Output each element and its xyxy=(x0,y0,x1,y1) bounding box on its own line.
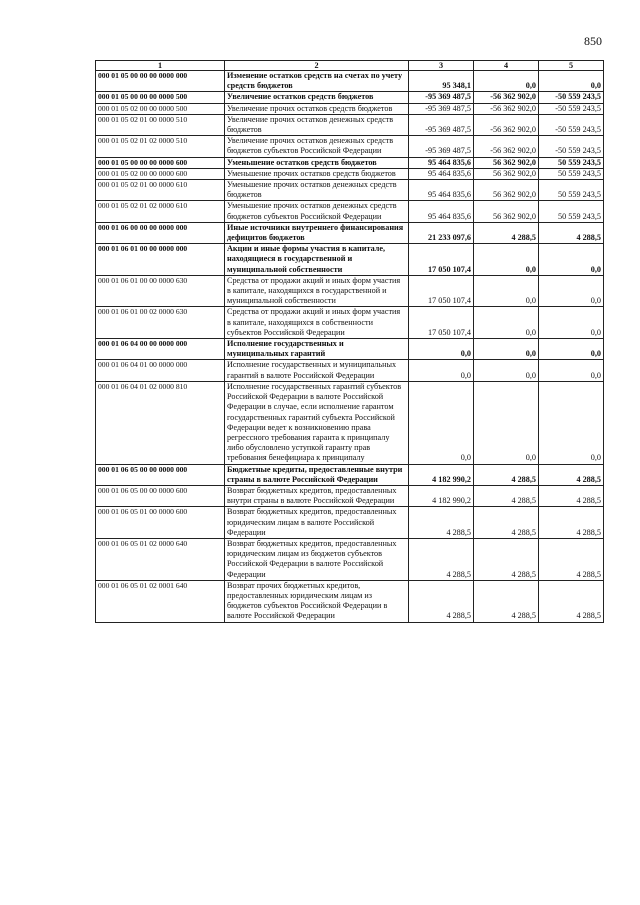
value-cell: 17 050 107,4 xyxy=(409,307,474,339)
code-cell: 000 01 05 00 00 00 0000 000 xyxy=(96,71,225,92)
value-cell: -50 559 243,5 xyxy=(539,114,604,135)
value-cell: 17 050 107,4 xyxy=(409,244,474,276)
value-cell: -95 369 487,5 xyxy=(409,103,474,114)
value-cell: -95 369 487,5 xyxy=(409,114,474,135)
value-cell: 4 288,5 xyxy=(539,507,604,539)
value-cell: 0,0 xyxy=(539,244,604,276)
value-cell: 0,0 xyxy=(539,71,604,92)
value-cell: 4 288,5 xyxy=(474,580,539,622)
code-cell: 000 01 06 05 01 02 0001 640 xyxy=(96,580,225,622)
table-row xyxy=(96,103,604,114)
value-cell: -56 362 902,0 xyxy=(474,114,539,135)
column-header: 1 xyxy=(96,61,225,71)
value-cell: -56 362 902,0 xyxy=(474,103,539,114)
value-cell: 50 559 243,5 xyxy=(539,180,604,201)
value-cell: 95 348,1 xyxy=(409,71,474,92)
value-cell: 95 464 835,6 xyxy=(409,180,474,201)
name-cell: Акции и иные формы участия в капитале, находящиеся в государственной и муниципальной собственности xyxy=(225,244,409,276)
value-cell: 4 288,5 xyxy=(539,580,604,622)
table-row xyxy=(96,222,604,243)
code-cell: 000 01 06 01 00 00 0000 000 xyxy=(96,244,225,276)
value-cell: 0,0 xyxy=(474,339,539,360)
value-cell: 4 288,5 xyxy=(409,580,474,622)
value-cell: 50 559 243,5 xyxy=(539,201,604,222)
code-cell: 000 01 06 00 00 00 0000 000 xyxy=(96,222,225,243)
value-cell: 0,0 xyxy=(539,275,604,307)
value-cell: 4 288,5 xyxy=(474,507,539,539)
table-row xyxy=(96,538,604,580)
value-cell: 0,0 xyxy=(409,381,474,464)
name-cell: Уменьшение прочих остатков денежных средств бюджетов xyxy=(225,180,409,201)
table-row xyxy=(96,307,604,339)
value-cell: -95 369 487,5 xyxy=(409,92,474,103)
name-cell: Уменьшение прочих остатков денежных средств бюджетов субъектов Российской Федерации xyxy=(225,201,409,222)
column-header: 2 xyxy=(225,61,409,71)
code-cell: 000 01 06 05 00 00 0000 600 xyxy=(96,485,225,506)
value-cell: 4 288,5 xyxy=(539,464,604,485)
table-row xyxy=(96,168,604,179)
code-cell: 000 01 05 02 01 02 0000 510 xyxy=(96,136,225,157)
code-cell: 000 01 06 01 00 00 0000 630 xyxy=(96,275,225,307)
code-cell: 000 01 05 02 00 00 0000 500 xyxy=(96,103,225,114)
table-row xyxy=(96,136,604,157)
name-cell: Исполнение государственных гарантий субъектов Российской Федерации в валюте Российской Федерации в случае, если исполнение гарантом государственных гарантий субъекта Российской Федерации ведет к возникновению права регрессного требования гаранта к принципалу либо обусловлено уступкой гаранту прав требования бенефициара к принципалу xyxy=(225,381,409,464)
name-cell: Возврат бюджетных кредитов, предоставленных юридическим лицам из бюджетов субъектов Российской Федерации в валюте Российской Федерации xyxy=(225,538,409,580)
value-cell: 4 288,5 xyxy=(539,538,604,580)
value-cell: 0,0 xyxy=(474,71,539,92)
code-cell: 000 01 05 02 01 00 0000 610 xyxy=(96,180,225,201)
name-cell: Исполнение государственных и муниципальных гарантий в валюте Российской Федерации xyxy=(225,360,409,381)
name-cell: Исполнение государственных и муниципальных гарантий xyxy=(225,339,409,360)
table-row xyxy=(96,464,604,485)
value-cell: 50 559 243,5 xyxy=(539,157,604,168)
table-row xyxy=(96,157,604,168)
value-cell: -50 559 243,5 xyxy=(539,136,604,157)
value-cell: 4 288,5 xyxy=(539,485,604,506)
value-cell: 56 362 902,0 xyxy=(474,157,539,168)
value-cell: 0,0 xyxy=(409,339,474,360)
value-cell: 4 288,5 xyxy=(474,485,539,506)
name-cell: Увеличение прочих остатков средств бюджетов xyxy=(225,103,409,114)
value-cell: 4 288,5 xyxy=(474,222,539,243)
table-header-row xyxy=(96,61,604,71)
code-cell: 000 01 05 02 00 00 0000 600 xyxy=(96,168,225,179)
code-cell: 000 01 05 00 00 00 0000 500 xyxy=(96,92,225,103)
value-cell: -56 362 902,0 xyxy=(474,136,539,157)
code-cell: 000 01 06 04 00 00 0000 000 xyxy=(96,339,225,360)
table-row xyxy=(96,244,604,276)
code-cell: 000 01 06 01 00 02 0000 630 xyxy=(96,307,225,339)
code-cell: 000 01 05 02 01 00 0000 510 xyxy=(96,114,225,135)
name-cell: Иные источники внутреннего финансирования дефицитов бюджетов xyxy=(225,222,409,243)
value-cell: -50 559 243,5 xyxy=(539,92,604,103)
value-cell: 0,0 xyxy=(409,360,474,381)
code-cell: 000 01 05 02 01 02 0000 610 xyxy=(96,201,225,222)
column-header: 5 xyxy=(539,61,604,71)
value-cell: 95 464 835,6 xyxy=(409,157,474,168)
value-cell: 0,0 xyxy=(474,360,539,381)
table-row xyxy=(96,180,604,201)
value-cell: -50 559 243,5 xyxy=(539,103,604,114)
value-cell: 0,0 xyxy=(474,381,539,464)
column-header: 4 xyxy=(474,61,539,71)
value-cell: 56 362 902,0 xyxy=(474,201,539,222)
value-cell: 95 464 835,6 xyxy=(409,168,474,179)
table-row xyxy=(96,71,604,92)
table-row xyxy=(96,381,604,464)
name-cell: Средства от продажи акций и иных форм участия в капитале, находящихся в государственной и муниципальной собственности xyxy=(225,275,409,307)
name-cell: Средства от продажи акций и иных форм участия в капитале, находящихся в собственности субъектов Российской Федерации xyxy=(225,307,409,339)
page-number: 850 xyxy=(584,34,602,48)
name-cell: Возврат прочих бюджетных кредитов, предоставленных юридическим лицам из бюджетов субъектов Российской Федерации в валюте Российской Федерации xyxy=(225,580,409,622)
column-header: 3 xyxy=(409,61,474,71)
table-row xyxy=(96,507,604,539)
name-cell: Увеличение прочих остатков денежных средств бюджетов xyxy=(225,114,409,135)
value-cell: 0,0 xyxy=(474,244,539,276)
value-cell: 4 182 990,2 xyxy=(409,464,474,485)
code-cell: 000 01 06 05 00 00 0000 000 xyxy=(96,464,225,485)
value-cell: 17 050 107,4 xyxy=(409,275,474,307)
code-cell: 000 01 06 04 01 02 0000 810 xyxy=(96,381,225,464)
value-cell: 4 288,5 xyxy=(474,538,539,580)
code-cell: 000 01 06 04 01 00 0000 000 xyxy=(96,360,225,381)
value-cell: 50 559 243,5 xyxy=(539,168,604,179)
table-row xyxy=(96,275,604,307)
value-cell: 0,0 xyxy=(474,275,539,307)
name-cell: Увеличение прочих остатков денежных средств бюджетов субъектов Российской Федерации xyxy=(225,136,409,157)
value-cell: 0,0 xyxy=(539,381,604,464)
code-cell: 000 01 06 05 01 00 0000 600 xyxy=(96,507,225,539)
value-cell: 95 464 835,6 xyxy=(409,201,474,222)
table-row xyxy=(96,201,604,222)
name-cell: Изменение остатков средств на счетах по учету средств бюджетов xyxy=(225,71,409,92)
budget-sources-table xyxy=(95,60,604,623)
value-cell: -56 362 902,0 xyxy=(474,92,539,103)
table-row xyxy=(96,360,604,381)
code-cell: 000 01 05 00 00 00 0000 600 xyxy=(96,157,225,168)
name-cell: Уменьшение прочих остатков средств бюджетов xyxy=(225,168,409,179)
value-cell: 21 233 097,6 xyxy=(409,222,474,243)
table-row xyxy=(96,114,604,135)
table-row xyxy=(96,92,604,103)
name-cell: Возврат бюджетных кредитов, предоставленных внутри страны в валюте Российской Федерации xyxy=(225,485,409,506)
name-cell: Увеличение остатков средств бюджетов xyxy=(225,92,409,103)
value-cell: 0,0 xyxy=(539,360,604,381)
value-cell: 56 362 902,0 xyxy=(474,168,539,179)
value-cell: 0,0 xyxy=(539,339,604,360)
table-row xyxy=(96,485,604,506)
name-cell: Возврат бюджетных кредитов, предоставленных юридическим лицам в валюте Российской Федерации xyxy=(225,507,409,539)
value-cell: 4 288,5 xyxy=(409,507,474,539)
code-cell: 000 01 06 05 01 02 0000 640 xyxy=(96,538,225,580)
name-cell: Бюджетные кредиты, предоставленные внутри страны в валюте Российской Федерации xyxy=(225,464,409,485)
value-cell: 0,0 xyxy=(474,307,539,339)
value-cell: 4 288,5 xyxy=(474,464,539,485)
name-cell: Уменьшение остатков средств бюджетов xyxy=(225,157,409,168)
table-row xyxy=(96,580,604,622)
value-cell: 4 288,5 xyxy=(539,222,604,243)
value-cell: 0,0 xyxy=(539,307,604,339)
table-row xyxy=(96,339,604,360)
value-cell: 4 288,5 xyxy=(409,538,474,580)
value-cell: 4 182 990,2 xyxy=(409,485,474,506)
value-cell: -95 369 487,5 xyxy=(409,136,474,157)
value-cell: 56 362 902,0 xyxy=(474,180,539,201)
